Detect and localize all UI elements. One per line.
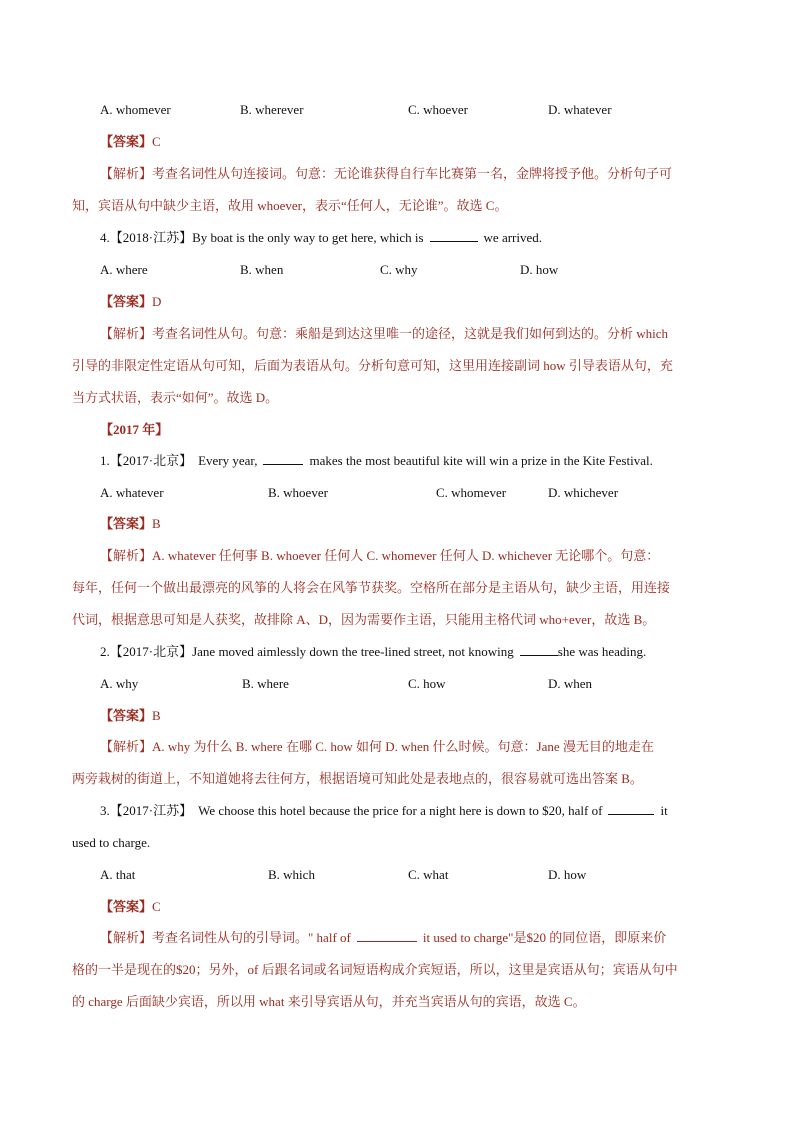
- q2-stem-a: Jane moved aimlessly down the tree-lined street, not knowing: [192, 644, 514, 659]
- answer-value: B: [152, 708, 161, 723]
- option-b: B. which: [268, 867, 315, 882]
- q4-stem-b: we arrived.: [483, 230, 542, 245]
- option-c: C. how: [408, 676, 446, 691]
- q4-answer: [100, 292, 750, 312]
- option-c: C. what: [408, 867, 449, 882]
- q1-prefix: 1.【2017·北京】: [100, 453, 193, 468]
- q1-analysis-line-2: 每年，任何一个做出最漂亮的风筝的人将会在风筝节获奖。空格所在部分是主语从句，缺少主语，用连接: [72, 580, 671, 595]
- answer-label: 【答案】: [100, 294, 153, 309]
- q4-stem: [100, 228, 750, 248]
- answer-label: 【答案】: [100, 708, 153, 723]
- option-b: B. where: [242, 676, 289, 691]
- q3-analysis-line-2: 格的一半是现在的$20；另外，of 后跟名词或名词短语构成介宾短语，所以，这里是宾语从句；宾语从句中: [72, 962, 678, 977]
- q1-answer: [100, 514, 750, 534]
- q3-analysis-line-3: 的 charge 后面缺少宾语，所以用 what 来引导宾语从句，并充当宾语从句的宾语，故选 C。: [72, 994, 586, 1009]
- q1-stem-b: makes the most beautiful kite will win a prize in the Kite Festival.: [309, 453, 653, 468]
- option-b: B. wherever: [240, 102, 304, 117]
- option-a: A. whatever: [100, 485, 164, 500]
- option-a: A. why: [100, 676, 139, 691]
- q1-blank: [263, 452, 303, 465]
- option-a: A. whomever: [100, 102, 171, 117]
- q1-stem: [100, 451, 750, 471]
- prev-analysis-line-1: 【解析】考查名词性从句连接词。句意：无论谁获得自行车比赛第一名，金牌将授予他。分析句子可: [100, 166, 673, 181]
- prev-analysis-line-2: 知，宾语从句中缺少主语，故用 whoever，表示“任何人，无论谁”。故选 C。: [72, 198, 508, 213]
- q3-analysis-blank: [357, 929, 417, 942]
- option-a: A. where: [100, 262, 148, 277]
- q3-analysis-b: it used to charge"是$20 的同位语，即原来价: [422, 930, 667, 945]
- q3-analysis-a: 【解析】考查名词性从句的引导词。" half of: [100, 930, 351, 945]
- answer-value: C: [152, 899, 161, 914]
- option-d: D. how: [520, 262, 559, 277]
- q4-prefix: 4.【2018·江苏】: [100, 230, 193, 245]
- answer-value: B: [152, 516, 161, 531]
- option-b: B. when: [240, 262, 284, 277]
- q4-blank: [430, 229, 478, 242]
- option-b: B. whoever: [268, 485, 328, 500]
- answer-label: 【答案】: [100, 134, 153, 149]
- q1-analysis-line-1: 【解析】A. whatever 任何事 B. whoever 任何人 C. whomever 任何人 D. whichever 无论哪个。句意：: [100, 548, 660, 563]
- option-c: C. why: [380, 262, 418, 277]
- option-c: C. whomever: [436, 485, 507, 500]
- q4-stem-a: By boat is the only way to get here, which is: [192, 230, 424, 245]
- q2-blank: [520, 643, 558, 656]
- q2-analysis-line-2: 两旁栽树的街道上，不知道她将去往何方，根据语境可知此处是表地点的，很容易就可选出答案 B。: [72, 771, 643, 786]
- option-d: D. when: [548, 676, 593, 691]
- q1-analysis-line-3: 代词，根据意思可知是人获奖，故排除 A、D，因为需要作主语，只能用主格代词 who+ever，故选 B。: [72, 612, 656, 627]
- answer-label: 【答案】: [100, 899, 153, 914]
- q3-stem: [100, 801, 722, 821]
- q3-analysis-line-1: [100, 928, 750, 948]
- q4-analysis-line-3: 当方式状语，表示“如何”。故选 D。: [72, 390, 279, 405]
- prev-answer: [100, 132, 750, 152]
- q4-analysis-line-2: 引导的非限定性定语从句可知，后面为表语从句。分析句意可知，这里用连接副词 how 引导表语从句，充: [72, 358, 673, 373]
- section-heading-2017: 【2017 年】: [100, 422, 169, 437]
- option-d: D. how: [548, 867, 587, 882]
- q3-prefix: 3.【2017·江苏】: [100, 803, 193, 818]
- q3-blank: [608, 802, 654, 815]
- answer-value: D: [152, 294, 162, 309]
- q3-stem-continued: used to charge.: [72, 835, 151, 850]
- q3-stem-a: We choose this hotel because the price for a night here is down to $20, half of: [198, 803, 603, 818]
- q2-stem: [100, 642, 750, 662]
- answer-label: 【答案】: [100, 516, 153, 531]
- q2-answer: [100, 706, 750, 726]
- option-d: D. whatever: [548, 102, 612, 117]
- q2-stem-b: she was heading.: [557, 644, 647, 659]
- q2-prefix: 2.【2017·北京】: [100, 644, 193, 659]
- q2-analysis-line-1: 【解析】A. why 为什么 B. where 在哪 C. how 如何 D. when 什么时候。句意：Jane 漫无目的地走在: [100, 739, 654, 754]
- q1-stem-a: Every year,: [198, 453, 258, 468]
- answer-value: C: [152, 134, 161, 149]
- q3-answer: [100, 897, 750, 917]
- option-d: D. whichever: [548, 485, 619, 500]
- q4-analysis-line-1: 【解析】考查名词性从句。句意：乘船是到达这里唯一的途径，这就是我们如何到达的。分析 which: [100, 326, 669, 341]
- option-c: C. whoever: [408, 102, 468, 117]
- q3-stem-b: it: [660, 803, 668, 818]
- option-a: A. that: [100, 867, 136, 882]
